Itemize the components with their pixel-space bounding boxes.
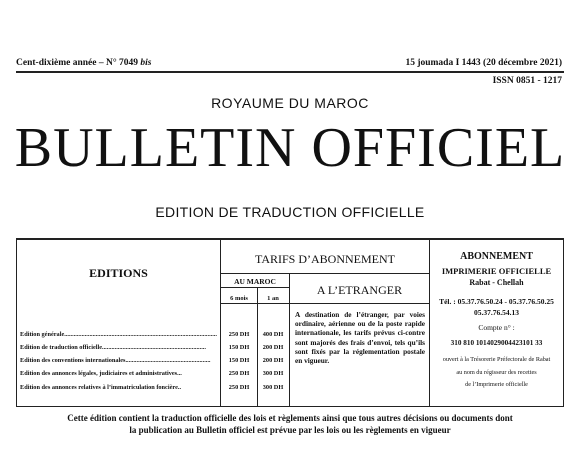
footer-note: Cette édition contient la traduction officielle des lois et règlements ainsi que tous autres décisions ou documents dont la publication au Bulletin officiel est prévue par les lois ou les règlements en vigueur	[67, 413, 513, 435]
etranger-text: A destination de l’étranger, par voies ordinaire, aérienne ou de la poste rapide internationale, les tarifs prévus ci-contre sont majorés des frais d’envoi, tels qu’ils sont fixés par la réglementation postale en vigueur.	[295, 310, 425, 366]
issue-number: Cent-dixième année – N° 7049 bis	[16, 58, 152, 68]
tarifs-header: TARIFS D’ABONNEMENT	[254, 252, 396, 266]
price-6mois: 250 DH	[228, 331, 250, 338]
account-note: ouvert à la Trésorerie Préfectorale de Rabat	[442, 356, 551, 363]
price-6mois: 150 DH	[228, 344, 250, 351]
price-1an: 300 DH	[262, 384, 284, 391]
issue-date: 15 joumada I 1443 (20 décembre 2021)	[405, 58, 562, 68]
header-rule	[16, 71, 564, 73]
divider	[220, 273, 429, 274]
table-row-label: Edition des annonces relatives à l’immatriculation foncière..	[20, 384, 182, 391]
compte-label: Compte n° :	[478, 323, 515, 332]
price-1an: 200 DH	[262, 357, 284, 364]
table-row-label: Edition des annonces légales, judiciaires et administratives...	[20, 370, 182, 377]
tariff-table	[16, 238, 564, 407]
rabat-label: Rabat - Chellah	[469, 278, 524, 287]
abonnement-header: ABONNEMENT	[460, 251, 533, 262]
price-6mois: 250 DH	[228, 384, 250, 391]
price-1an: 200 DH	[262, 344, 284, 351]
table-row-label: Edition générale.................................................................................................	[20, 331, 217, 338]
royaume-label: ROYAUME DU MAROC	[211, 95, 369, 111]
account-note: de l’Imprimerie officielle	[465, 381, 528, 388]
divider	[220, 303, 289, 304]
price-6mois: 150 DH	[228, 357, 250, 364]
edition-label: EDITION DE TRADUCTION OFFICIELLE	[155, 204, 425, 220]
imprimerie-label: IMPRIMERIE OFFICIELLE	[441, 266, 552, 276]
telephone-line: Tél. : 05.37.76.50.24 - 05.37.76.50.25	[439, 297, 554, 306]
col-1an-header: 1 an	[267, 295, 279, 302]
editions-header: EDITIONS	[89, 266, 148, 280]
etranger-header: A L’ETRANGER	[316, 283, 403, 297]
telephone-line: 05.37.76.54.13	[474, 308, 519, 317]
page-title: BULLETIN OFFICIEL	[14, 117, 566, 179]
account-number: 310 810 1014029004423101 33	[450, 339, 543, 347]
table-row-label: Edition de traduction officielle..................................................................	[20, 344, 206, 351]
table-row-label: Edition des conventions internationales......................................................	[20, 357, 211, 364]
divider	[289, 303, 429, 304]
price-6mois: 250 DH	[228, 370, 250, 377]
account-note: au nom du régisseur des recettes	[456, 369, 537, 376]
au-maroc-header: AU MAROC	[234, 277, 276, 286]
divider	[220, 287, 289, 288]
col-6mois-header: 6 mois	[230, 295, 248, 302]
price-1an: 400 DH	[262, 331, 284, 338]
issn: ISSN 0851 - 1217	[492, 76, 562, 86]
price-1an: 300 DH	[262, 370, 284, 377]
